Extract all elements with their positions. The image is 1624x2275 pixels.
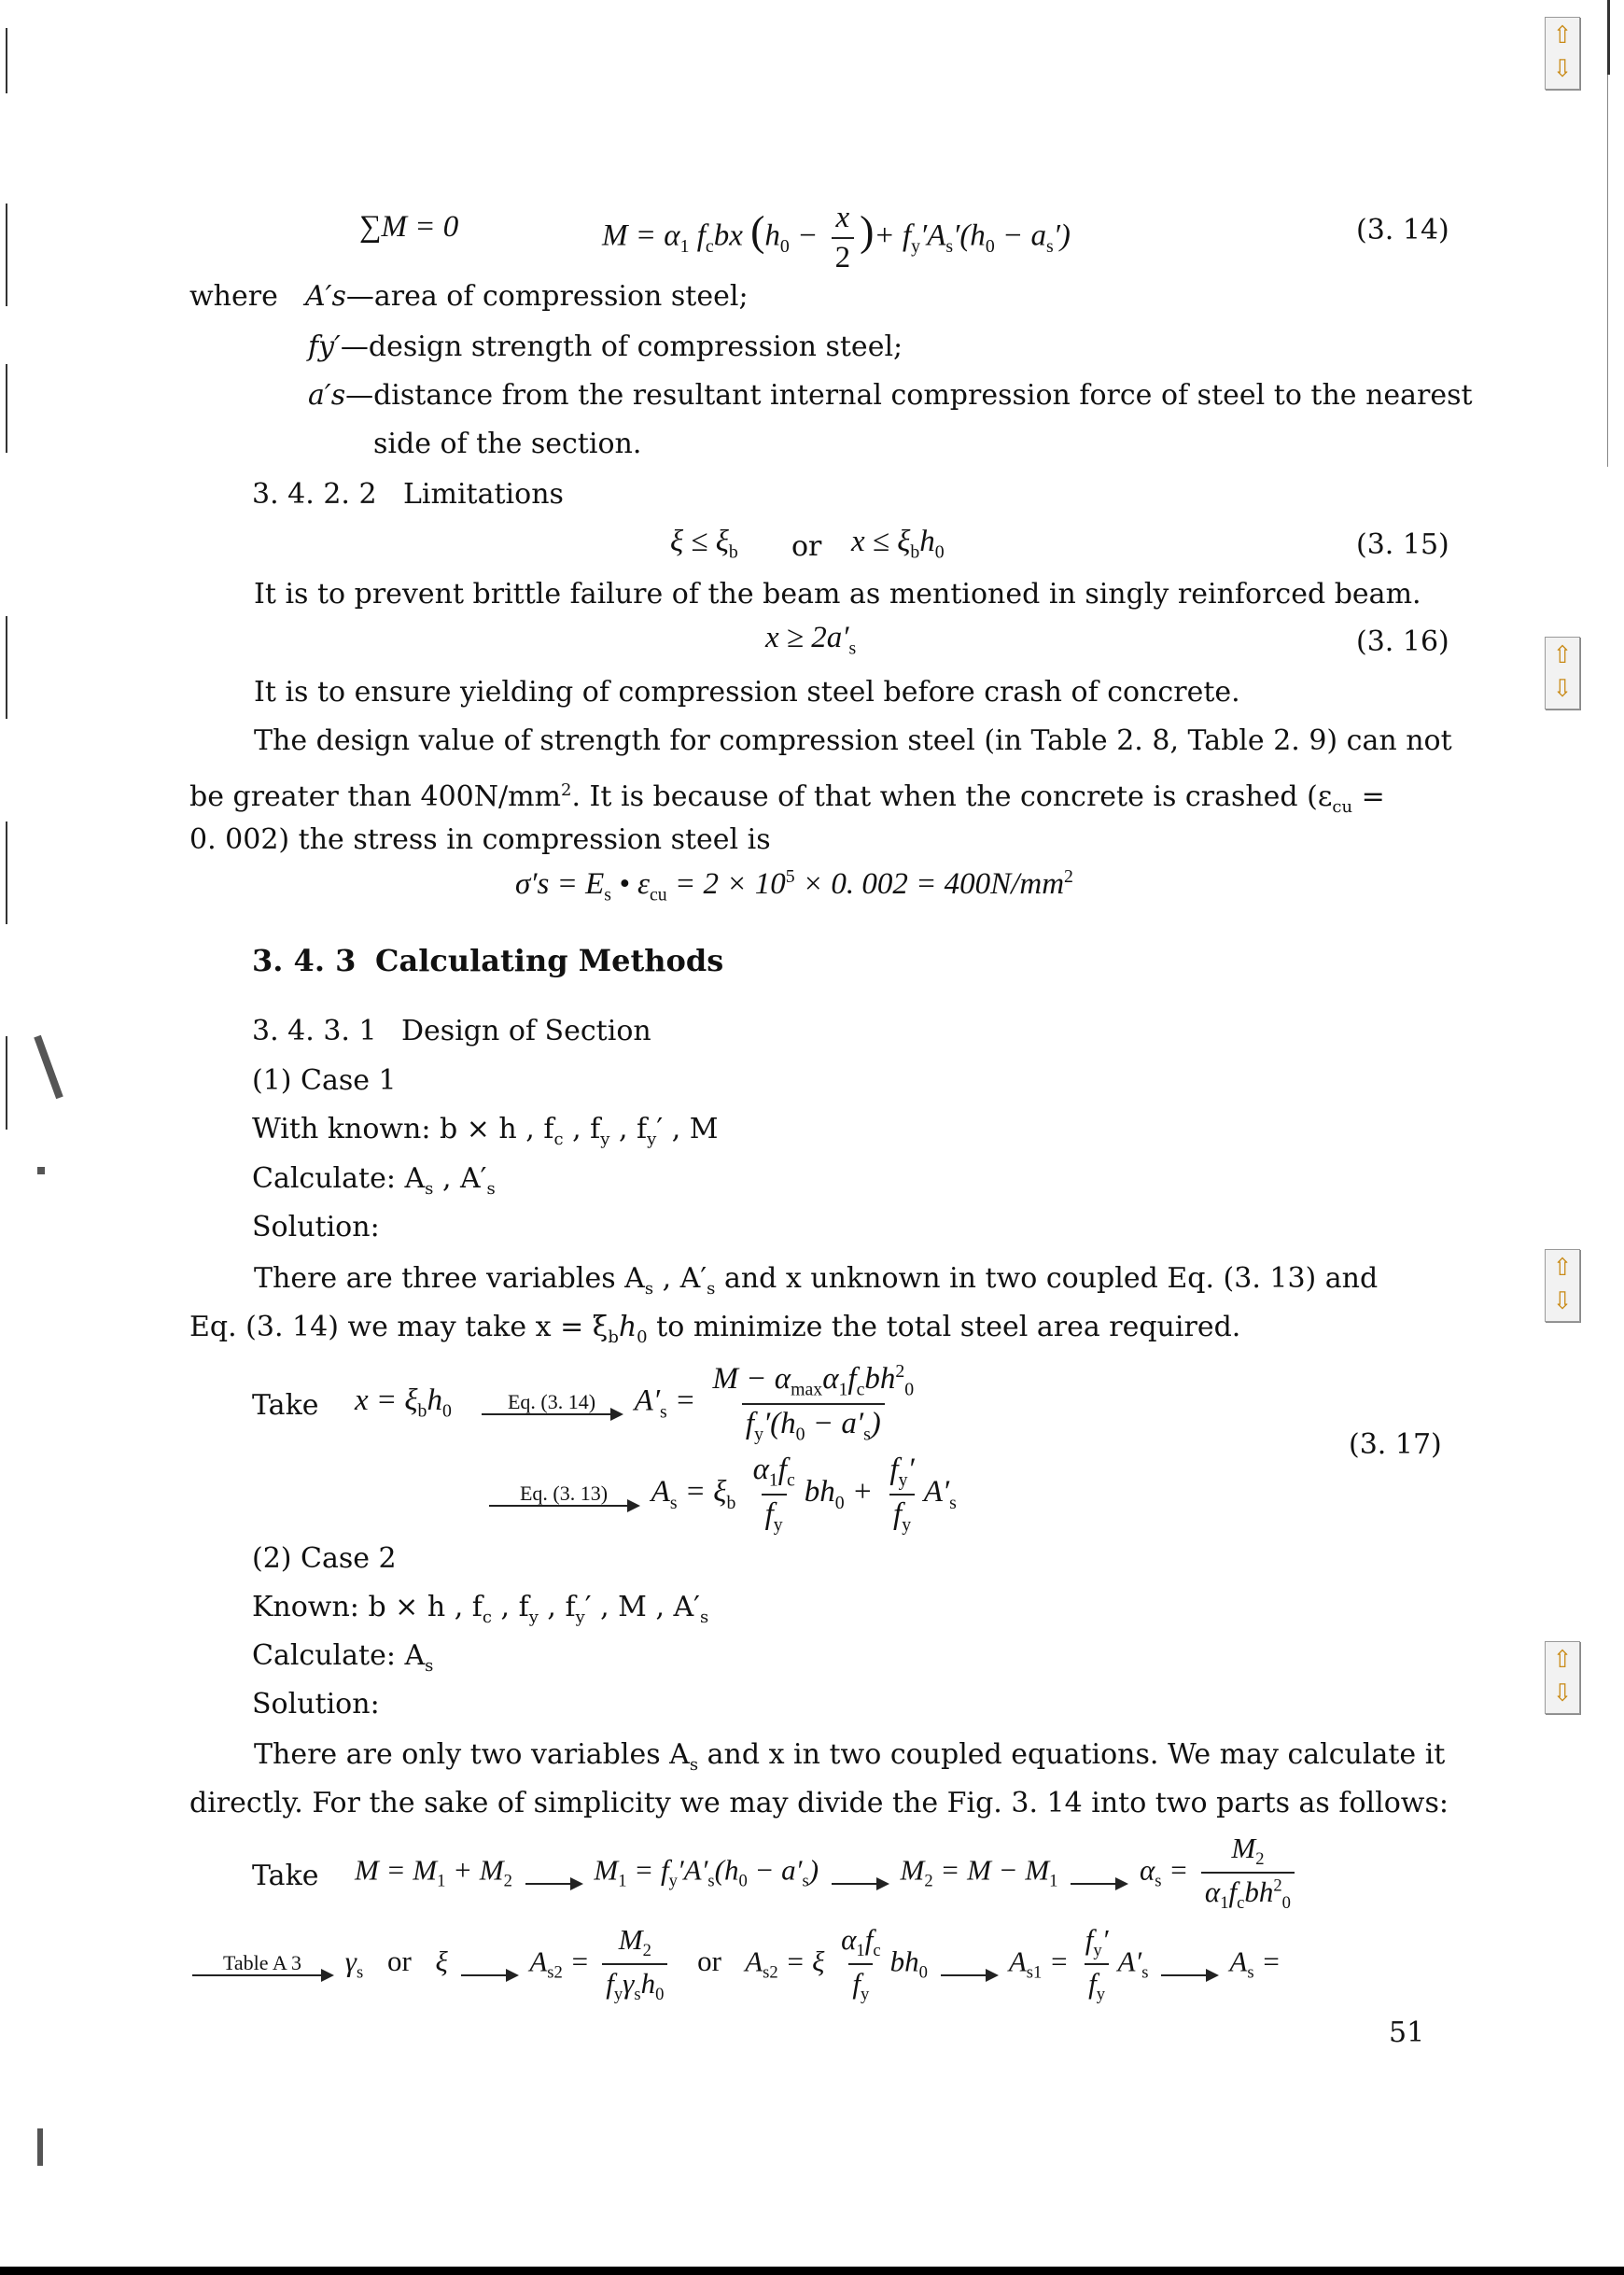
case-2-paragraph-line-1: There are only two variables $A_s$ and x in two coupled equations. We may calculate it	[254, 1738, 1446, 1775]
eq-3-15-or: or	[791, 530, 822, 563]
section-3-4-3-1-title: Design of Section	[401, 1015, 651, 1047]
binding-mark	[6, 364, 7, 453]
eq-3-14-rhs: $M = \alpha_1$ $f_cbx$ ($h_0$ − $\frac{x}{2}$ )+ $f_y'A_s'(h_0 - a_s')$	[602, 201, 1071, 274]
case-2-known: Known: b × h , $f_c$ , $f_y$ , $f_y'$ , M , $A'_s$	[252, 1591, 709, 1627]
where-item-2: fy′—design strength of compression steel;	[308, 330, 903, 363]
margin-line	[1607, 75, 1608, 467]
scroll-down-icon[interactable]: ⇩	[1552, 675, 1573, 703]
scroll-up-icon[interactable]: ⇧	[1552, 1254, 1573, 1282]
eq-number-3-16: (3. 16)	[1356, 625, 1449, 658]
where-label: where	[189, 280, 278, 313]
case-1-calculate: Calculate: $A_s$ , $A'_s$	[252, 1162, 496, 1199]
scan-speck	[37, 2128, 43, 2166]
eq-stress: $\sigma's = E_s$ • $\varepsilon_{cu} = 2 \times 10^5 \times 0$. $002 = 400N/mm^2$	[515, 866, 1073, 906]
paragraph-design-line-2: be greater than $400N/mm^2$. It is because of that when the concrete is crashed ($\varepsilon_{cu}$ =	[189, 780, 1385, 817]
case-1-paragraph-line-1: There are three variables $A_s$ , $A'_s$ and x unknown in two coupled Eq. (3. 13) and	[254, 1262, 1379, 1299]
binding-mark	[6, 616, 7, 719]
eq-case2-line-2: Table A 3 $\gamma_s$ or ξ $A_{s2}$ = $\frac{M_2}{f_y\gamma_sh_0}$ or $A_{s2} = \xi$ $\frac{\alpha_1f_c}{f_y}$ $bh_0$ $A_{s1}$ = $\frac{f_y'}{f_y}$ $A'_s$ $A_s$ =	[187, 1923, 1281, 2005]
scroll-control	[1545, 1249, 1580, 1322]
section-3-4-2-2-label: 3. 4. 2. 2	[252, 478, 377, 511]
eq-number-3-15: (3. 15)	[1356, 528, 1449, 561]
where-item-3-cont: side of the section.	[373, 428, 642, 460]
paragraph-yield: It is to ensure yielding of compression steel before crash of concrete.	[254, 676, 1240, 709]
case-2-paragraph-line-2: directly. For the sake of simplicity we may divide the Fig. 3. 14 into two parts as follows:	[189, 1787, 1449, 1819]
case-2-calculate: Calculate: $A_s$	[252, 1639, 434, 1676]
scroll-control	[1545, 637, 1580, 709]
binding-mark	[6, 822, 7, 924]
case-1-title: (1) Case 1	[252, 1064, 397, 1097]
where-item-3: a′s—distance from the resultant internal compression force of steel to the nearest	[308, 379, 1473, 412]
bottom-border	[0, 2267, 1624, 2275]
scroll-down-icon[interactable]: ⇩	[1552, 1287, 1573, 1315]
eq-3-17-x: $x = \xi_bh_0$	[355, 1383, 452, 1422]
section-3-4-3-title: Calculating Methods	[375, 943, 724, 978]
paragraph-design-line-1: The design value of strength for compression steel (in Table 2. 8, Table 2. 9) can not	[254, 724, 1452, 757]
section-3-4-3-label: 3. 4. 3	[252, 943, 357, 978]
eq-3-15-left: $\xi \le \xi_b$	[670, 525, 738, 563]
section-3-4-3-1-label: 3. 4. 3. 1	[252, 1015, 377, 1047]
scroll-down-icon[interactable]: ⇩	[1552, 55, 1573, 83]
eq-case2-take: Take	[252, 1860, 319, 1892]
paragraph-design-line-3: 0. 002) the stress in compression steel is	[189, 823, 771, 856]
eq-3-17-take: Take	[252, 1389, 319, 1422]
eq-3-17-line-2: Eq. (3. 13) $A_s = \xi_b$ $\frac{\alpha_1f_c}{f_y}$ $bh_0$ + $\frac{f_y'}{f_y}$ $A'_s$	[483, 1453, 957, 1536]
case-1-solution: Solution:	[252, 1211, 380, 1243]
scroll-down-icon[interactable]: ⇩	[1552, 1679, 1573, 1707]
scroll-up-icon[interactable]: ⇧	[1552, 21, 1573, 49]
eq-3-16: $x \ge 2a'_s$	[765, 621, 857, 659]
binding-mark	[6, 28, 7, 93]
eq-number-3-17: (3. 17)	[1349, 1428, 1442, 1461]
margin-line	[1607, 0, 1610, 75]
eq-case2-line-1: $M = M_1 + M_2$ $M_1 = f_y'A'_s(h_0 - a'_s)$ $M_2 = M - M_1$ $\alpha_s$ = $\frac{M_2}{\alpha_1f_cbh^2_0}$	[355, 1832, 1300, 1914]
section-3-4-2-2-title: Limitations	[403, 478, 564, 511]
scroll-up-icon[interactable]: ⇧	[1552, 1646, 1573, 1674]
case-2-solution: Solution:	[252, 1688, 380, 1720]
binding-mark	[6, 204, 7, 306]
scan-speck	[37, 1167, 45, 1174]
where-item-1: A′s—area of compression steel;	[305, 280, 749, 313]
case-2-title: (2) Case 2	[252, 1542, 397, 1575]
page-number: 51	[1389, 2016, 1425, 2049]
case-1-paragraph-line-2: Eq. (3. 14) we may take $x = \xi_bh_0$ to minimize the total steel area required.	[189, 1311, 1241, 1347]
eq-3-15-right: $x \le \xi_bh_0$	[851, 525, 945, 563]
paragraph-brittle: It is to prevent brittle failure of the beam as mentioned in singly reinforced beam.	[254, 578, 1421, 611]
scan-speck	[34, 1035, 63, 1100]
scroll-up-icon[interactable]: ⇧	[1552, 641, 1573, 669]
eq-3-14-lhs: ∑M = 0	[359, 210, 459, 244]
scroll-control	[1545, 17, 1580, 90]
eq-number-3-14: (3. 14)	[1356, 214, 1449, 246]
eq-3-17-line-1: Eq. (3. 14) $A'_s$ = $\frac{M - \alpha_{max}\alpha_1f_cbh^2_0}{f_y'(h_0 - a'_s)}$	[476, 1361, 923, 1445]
case-1-known: With known: b × h , $f_c$ , $f_y$ , $f_y'$ , M	[252, 1113, 719, 1149]
scroll-control	[1545, 1641, 1580, 1714]
binding-mark	[6, 1036, 7, 1130]
